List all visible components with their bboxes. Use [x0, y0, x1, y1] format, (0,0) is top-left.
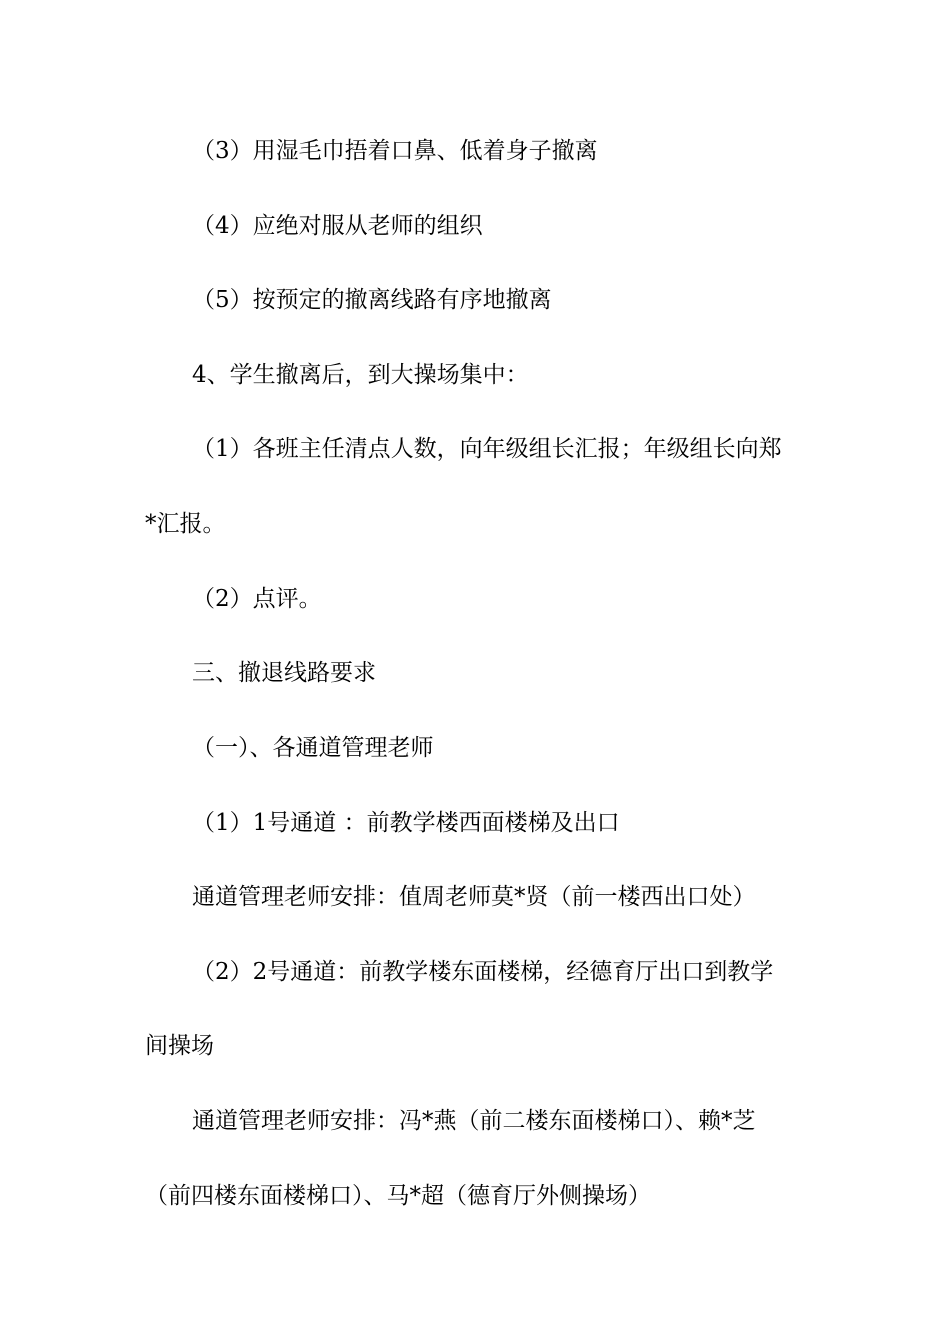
- section-heading: 三、撤退线路要求: [192, 660, 376, 686]
- paragraph-line: （2）点评。: [192, 586, 322, 612]
- paragraph-line: （5）按预定的撤离线路有序地撤离: [192, 287, 552, 313]
- paragraph-line: （4）应绝对服从老师的组织: [192, 213, 483, 239]
- paragraph-line: （1）1号通道 ：前教学楼西面楼梯及出口: [192, 810, 620, 836]
- paragraph-line: *汇报。: [145, 511, 226, 537]
- paragraph-line: 通道管理老师安排：值周老师莫*贤（前一楼西出口处）: [192, 884, 756, 910]
- paragraph-line: （1）各班主任清点人数，向年级组长汇报；年级组长向郑: [192, 436, 782, 462]
- paragraph-line: 4、学生撤离后，到大操场集中：: [192, 362, 529, 388]
- paragraph-line: 通道管理老师安排：冯*燕（前二楼东面楼梯口）、赖*芝: [192, 1108, 756, 1134]
- paragraph-line: （3）用湿毛巾捂着口鼻、低着身子撤离: [192, 138, 598, 164]
- paragraph-line: 间操场: [145, 1033, 214, 1059]
- paragraph-line: （前四楼东面楼梯口）、马*超（德育厅外侧操场）: [145, 1183, 651, 1209]
- subsection-heading: （一）、各通道管理老师: [192, 735, 434, 761]
- paragraph-line: （2）2号通道：前教学楼东面楼梯，经德育厅出口到教学: [192, 959, 774, 985]
